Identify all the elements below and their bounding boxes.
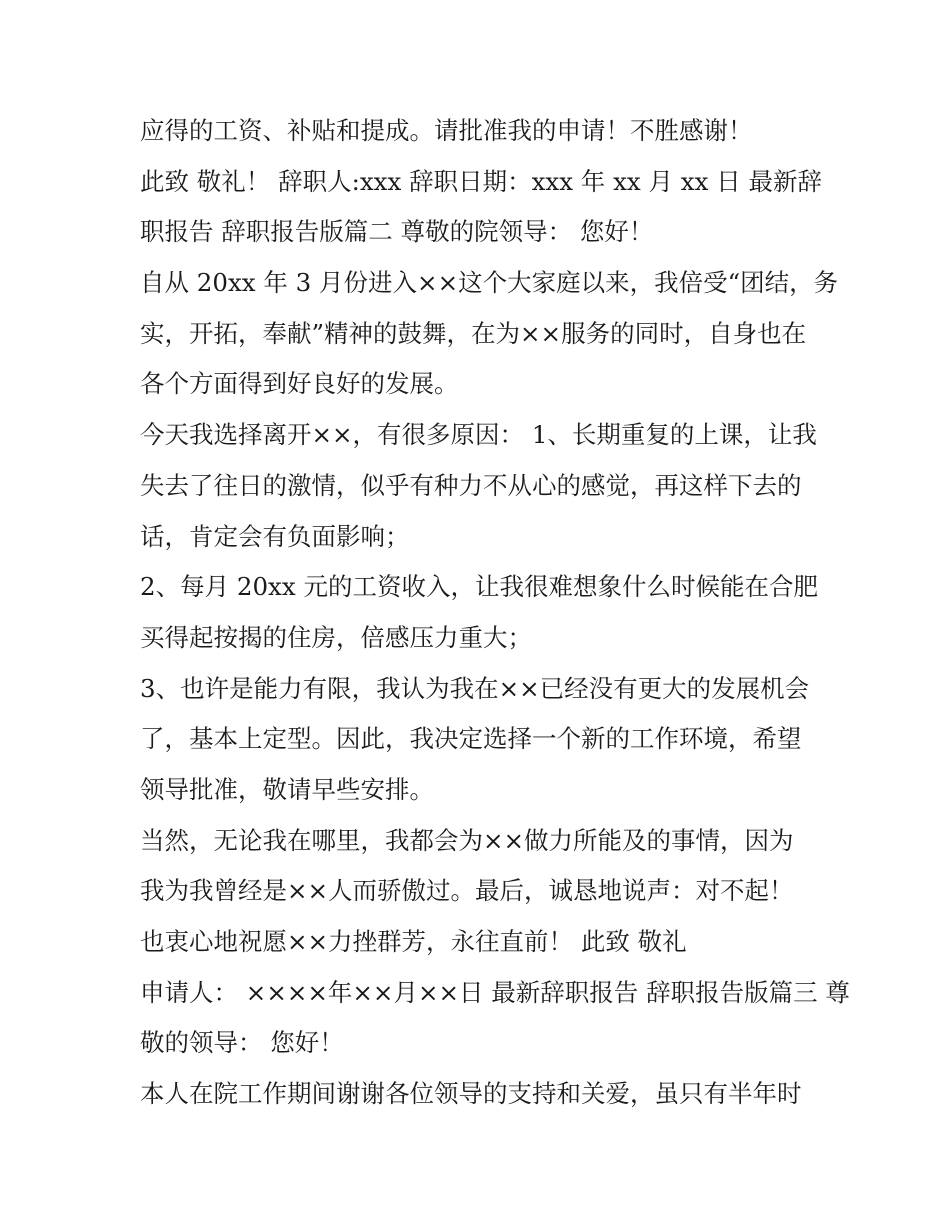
text-line: 2、每月 20xx 元的工资收入，让我很难想象什么时候能在合肥: [140, 572, 818, 602]
text-line: 此致 敬礼！ 辞职人:xxx 辞职日期：xxx 年 xx 月 xx 日 最新辞: [140, 166, 823, 196]
text-line: 领导批准，敬请早些安排。: [140, 774, 434, 804]
text-line: 本人在院工作期间谢谢各位领导的支持和关爱，虽只有半年时: [140, 1079, 802, 1109]
text-line: 也衷心地祝愿××力挫群芳，永往直前！ 此致 敬礼: [140, 927, 687, 956]
text-line: 话，肯定会有负面影响；: [140, 521, 410, 551]
text-line: 3、也许是能力有限，我认为我在××已经没有更大的发展机会: [140, 673, 810, 703]
text-line: 应得的工资、补贴和提成。请批准我的申请！不胜感谢！: [140, 116, 753, 145]
text-line: 买得起按揭的住房，倍感压力重大；: [140, 622, 532, 652]
text-line: 各个方面得到好良好的发展。: [140, 369, 459, 399]
text-line: 今天我选择离开××，有很多原因： 1、长期重复的上课，让我: [140, 420, 817, 450]
text-line: 当然，无论我在哪里，我都会为××做力所能及的事情，因为: [140, 825, 794, 855]
text-line: 敬的领导： 您好！: [140, 1028, 344, 1058]
text-line: 了，基本上定型。因此，我决定选择一个新的工作环境，希望: [140, 724, 802, 754]
text-line: 实，开拓，奉献”精神的鼓舞，在为××服务的同时，自身也在: [140, 318, 807, 348]
text-line: 职报告 辞职报告版篇二 尊敬的院领导： 您好！: [140, 217, 654, 247]
document-body: [140, 106, 850, 1120]
text-line: 失去了往日的激情，似乎有种力不从心的感觉，再这样下去的: [140, 470, 802, 500]
text-line: 自从 20xx 年 3 月份进入××这个大家庭以来，我倍受“团结，务: [140, 268, 839, 298]
text-line: 我为我曾经是××人而骄傲过。最后，诚恳地说声：对不起！: [140, 876, 794, 906]
text-line: 申请人： ××××年××月××日 最新辞职报告 辞职报告版篇三 尊: [140, 977, 850, 1007]
